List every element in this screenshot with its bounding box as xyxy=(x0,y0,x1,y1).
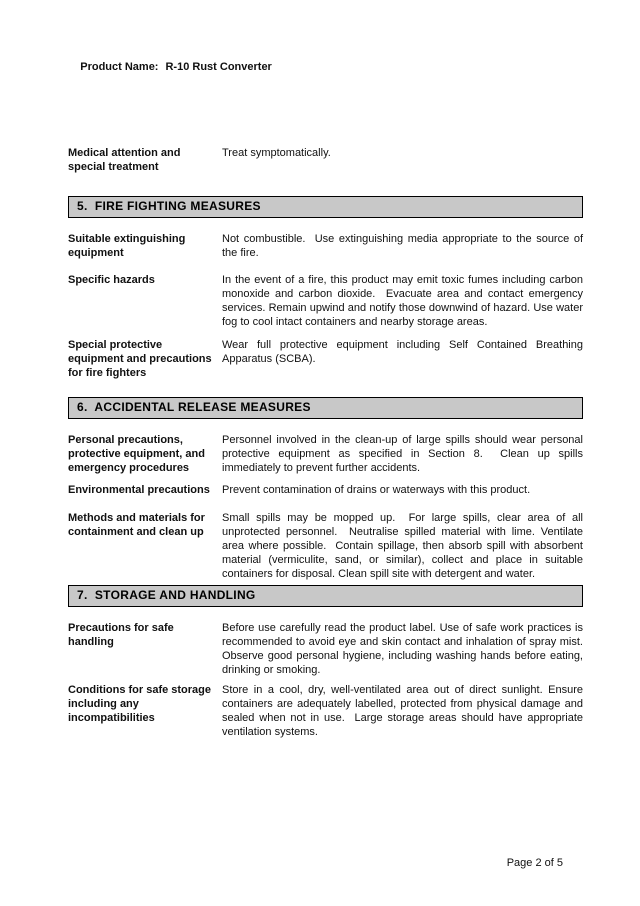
field-label: Personal precautions, protective equipment, and emergency procedures xyxy=(68,434,205,474)
field-value: Personnel involved in the clean-up of large spills should wear personal protective equipment as specified in Section 8. Clean up spills immediately to prevent further accidents. xyxy=(222,434,587,474)
field-row-medical-attention xyxy=(68,146,583,174)
field-value: Before use carefully read the product label. Use of safe work practices is recommended to avoid eye and skin contact and inhalation of spray mist. Observe good personal hygiene, including washing hands before eating, drinking or smoking. xyxy=(222,622,587,676)
field-row-conditions-safe-storage xyxy=(68,683,587,739)
field-label: Precautions for safe handling xyxy=(68,622,174,648)
field-value: Prevent contamination of drains or waterways with this product. xyxy=(222,484,531,496)
product-name-value: R-10 Rust Converter xyxy=(165,61,272,73)
field-label: Medical attention and special treatment xyxy=(68,147,181,173)
field-value: Treat symptomatically. xyxy=(222,147,331,159)
field-label: Special protective equipment and precautions for fire fighters xyxy=(68,339,212,379)
field-row-methods-and-materials xyxy=(68,511,587,581)
field-row-suitable-extinguishing-equipment xyxy=(68,232,587,260)
field-label: Methods and materials for containment and clean up xyxy=(68,512,205,538)
field-value: Wear full protective equipment including Self Contained Breathing Apparatus (SCBA). xyxy=(222,339,586,365)
field-value: Store in a cool, dry, well-ventilated area out of direct sunlight. Ensure containers are adequately labelled, protected from physical damage and sealed when not in use. Large storage areas should have appropriate ventilation systems. xyxy=(222,684,587,738)
page-number: Page 2 of 5 xyxy=(506,857,563,869)
field-label: Conditions for safe storage including any incompatibilities xyxy=(68,684,212,724)
field-row-specific-hazards xyxy=(68,273,587,329)
field-label: Environmental precautions xyxy=(68,484,210,496)
section-header-storage-and-handling xyxy=(68,585,583,607)
field-value: Small spills may be mopped up. For large spills, clear area of all unprotected personnel. Neutralise spilled material with lime. Ventilate area where possible. Contain spillage, then absorb spill with absorbent material (vermiculite, sand, or similar), collect and place in suitable containers for disposal. Clean spill site with detergent and water. xyxy=(222,512,587,580)
field-row-special-protective-equipment xyxy=(68,338,586,380)
field-row-environmental-precautions xyxy=(68,483,583,497)
section-title: 7. STORAGE AND HANDLING xyxy=(77,588,256,602)
section-header-fire-fighting-measures xyxy=(68,196,583,218)
product-name-label: Product Name: xyxy=(80,61,159,73)
field-row-precautions-safe-handling xyxy=(68,621,587,677)
field-value: Not combustible. Use extinguishing media appropriate to the source of the fire. xyxy=(222,233,587,259)
section-header-accidental-release-measures xyxy=(68,397,583,419)
section-title: 5. FIRE FIGHTING MEASURES xyxy=(77,199,261,213)
section-title: 6. ACCIDENTAL RELEASE MEASURES xyxy=(77,400,311,414)
field-value: In the event of a fire, this product may emit toxic fumes including carbon monoxide and carbon dioxide. Evacuate area and contact emergency services. Remain upwind and notify those downwind of hazard. Use water fog to cool intact containers and nearby storage areas. xyxy=(222,274,587,328)
field-label: Suitable extinguishing equipment xyxy=(68,233,186,259)
field-label: Specific hazards xyxy=(68,274,155,286)
product-name-header xyxy=(68,46,583,88)
field-row-personal-precautions xyxy=(68,433,587,475)
